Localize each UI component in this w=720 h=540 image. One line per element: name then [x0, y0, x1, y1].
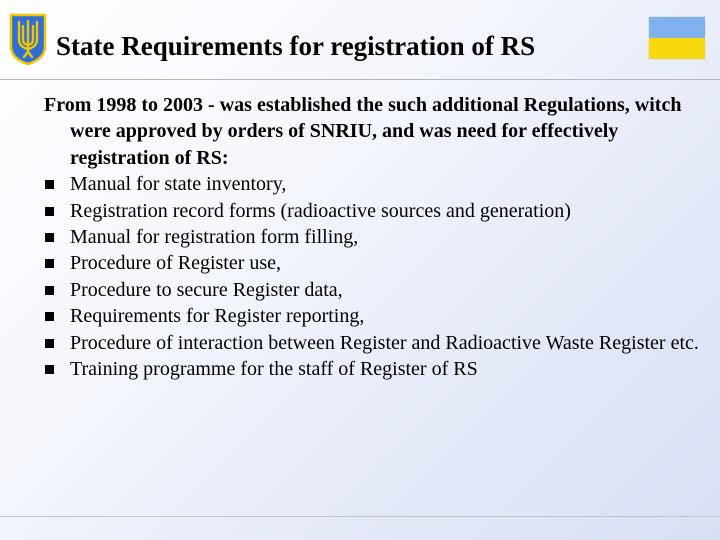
list-item	[44, 250, 704, 276]
list-item-text: Manual for state inventory,	[70, 173, 287, 196]
list-item-text: Registration record forms (radioactive sources and generation)	[70, 199, 571, 222]
list-item	[44, 224, 704, 250]
title-divider	[0, 79, 720, 80]
list-item-text: Procedure of Register use,	[70, 252, 282, 275]
requirements-list	[44, 171, 704, 382]
square-bullet-icon	[45, 233, 54, 242]
coat-of-arms-icon	[8, 12, 48, 66]
ukraine-flag-icon	[649, 17, 705, 59]
intro-paragraph: From 1998 to 2003 - was established the such additional Regulations, witch were approved by orders of SNRIU, and was need for effectively registration of RS:	[44, 94, 682, 169]
flag-yellow-stripe	[649, 38, 705, 59]
flag-blue-stripe	[649, 17, 705, 38]
list-item	[44, 330, 704, 356]
square-bullet-icon	[45, 180, 54, 189]
square-bullet-icon	[45, 286, 54, 295]
list-item-text: Requirements for Register reporting,	[70, 305, 365, 328]
square-bullet-icon	[45, 259, 54, 268]
square-bullet-icon	[45, 339, 54, 348]
list-item	[44, 303, 704, 329]
list-item-text: Procedure of interaction between Register and Radioactive Waste Register etc.	[70, 331, 699, 354]
list-item	[44, 171, 704, 197]
list-item-text: Procedure to secure Register data,	[70, 278, 343, 301]
square-bullet-icon	[45, 365, 54, 374]
slide-body	[44, 92, 704, 382]
square-bullet-icon	[45, 312, 54, 321]
square-bullet-icon	[45, 207, 54, 216]
list-item	[44, 356, 704, 382]
list-item-text: Manual for registration form filling,	[70, 226, 359, 249]
footer-divider	[0, 516, 720, 517]
list-item	[44, 277, 704, 303]
list-item	[44, 198, 704, 224]
page-title: State Requirements for registration of RS	[56, 31, 536, 61]
list-item-text: Training programme for the staff of Register of RS	[70, 358, 478, 381]
